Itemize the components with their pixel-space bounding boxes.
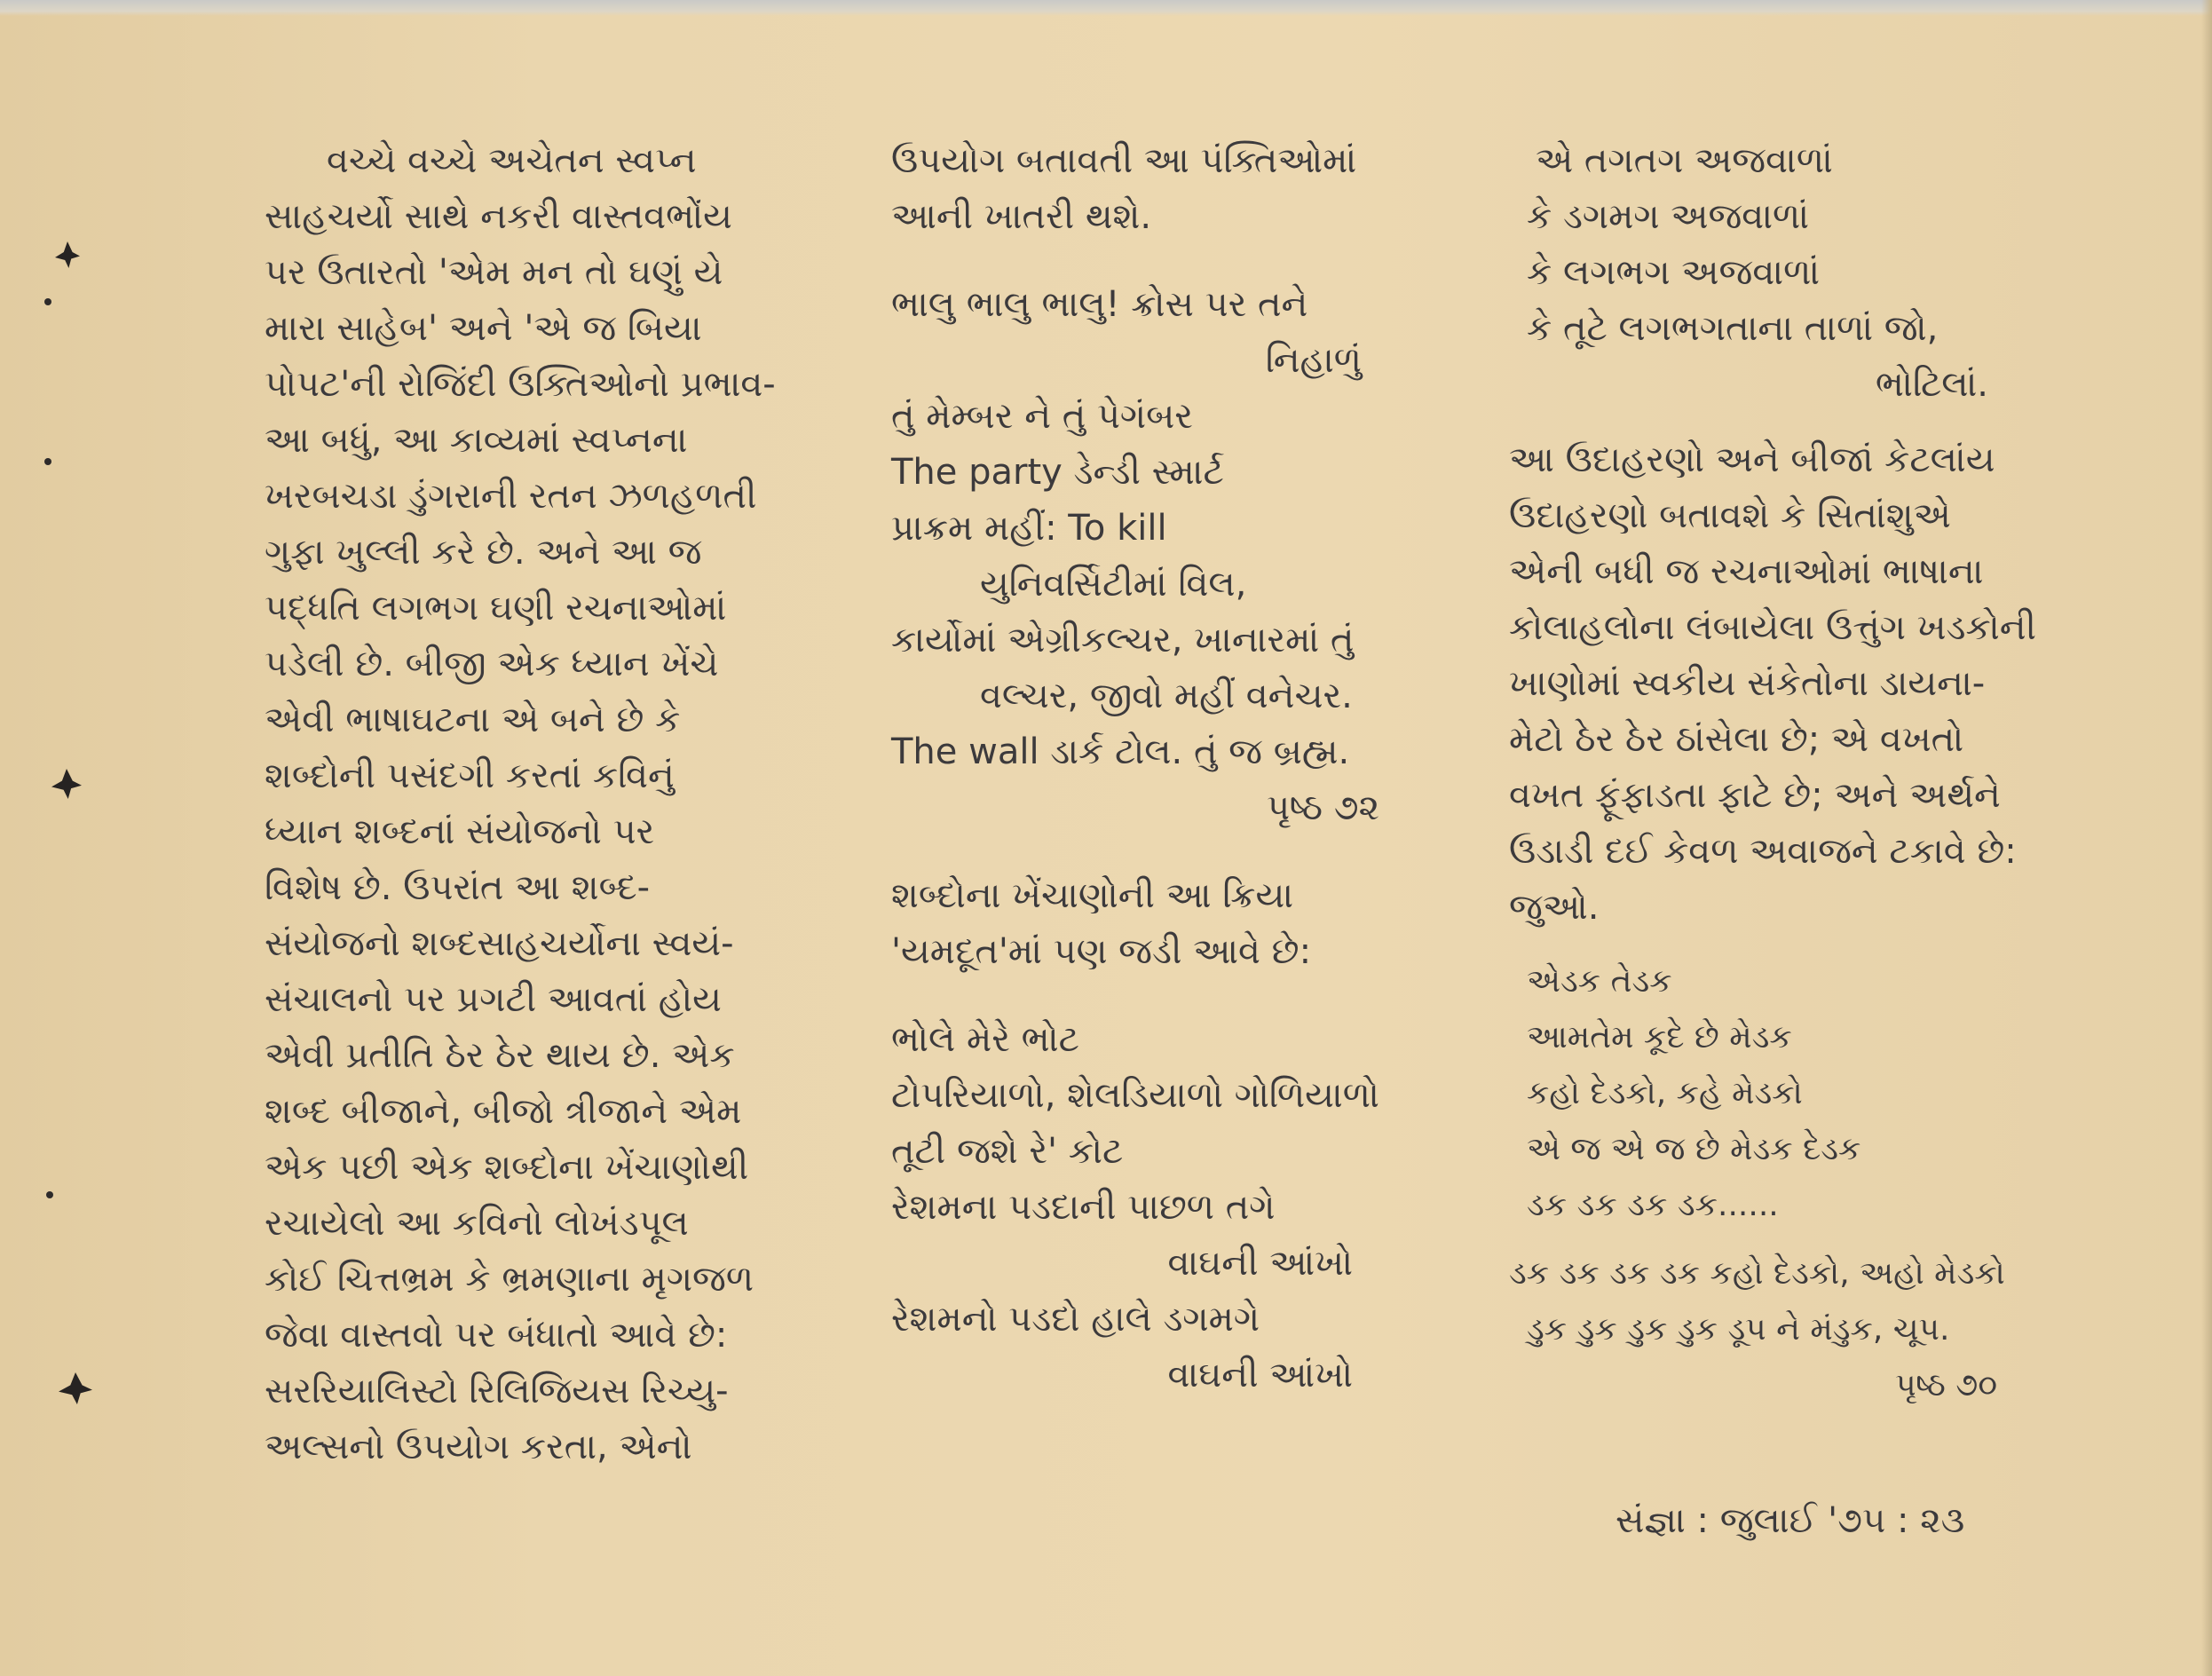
text-line: ઉપયોગ બતાવતી આ પંક્તિઓમાં xyxy=(891,140,1357,181)
text-line: સંયોજનો શબ્દસાહચર્યોના સ્વયં- xyxy=(265,923,734,964)
speck xyxy=(46,1191,53,1198)
poem-line: ડક ડક ડક ડક કહો દેડકો, અહો મેડકો xyxy=(1509,1255,2005,1292)
column-right xyxy=(1509,133,2036,1413)
text-line: પદ્ધતિ લગભગ ઘણી રચનાઓમાં xyxy=(265,588,727,628)
text-line: આની ખાતરી થશે. xyxy=(891,196,1152,237)
text-line: જેવા વાસ્તવો પર બંધાતો આવે છે: xyxy=(265,1315,728,1356)
text-line: મેટો ઠેર ઠેર ઠાંસેલા છે; એ વખતો xyxy=(1509,719,1964,760)
poem-line: રેશમનો પડદો હાલે ડગમગે xyxy=(891,1299,1260,1340)
poem-line: યુનિવર્સિટીમાં વિલ, xyxy=(980,564,1247,605)
poem-line: ટોપરિયાળો, શેલડિયાળો ગોળિયાળો xyxy=(891,1075,1379,1116)
poem-line: એ જ એ જ છે મેડક દેડક xyxy=(1527,1131,1861,1167)
text-line: મારા સાહેબ' અને 'એ જ બિયા xyxy=(265,308,702,349)
poem-line: વાઘની આંખો xyxy=(1167,1355,1353,1395)
text-line: એવી પ્રતીતિ ઠેર ઠેર થાય છે. એક xyxy=(265,1035,735,1076)
text-line: આ ઉદાહરણો અને બીજાં કેટલાંય xyxy=(1509,439,1995,480)
text-line: એની બધી જ રચનાઓમાં ભાષાના xyxy=(1509,551,1984,592)
speck xyxy=(44,298,51,305)
poem-line: નિહાળું xyxy=(1265,340,1362,381)
text-line: ખરબચડા ડુંગરાની રતન ઝળહળતી xyxy=(265,476,757,517)
poem-line: કહો દેડકો, કહે મેડકો xyxy=(1527,1075,1803,1111)
poem-line: તું મેમ્બર ને તું પેગંબર xyxy=(891,396,1193,437)
text-line: ગુફા ખુલ્લી કરે છે. અને આ જ xyxy=(265,532,702,573)
poem-line: વાઘની આંખો xyxy=(1167,1243,1353,1284)
text-line: સંચાલનો પર પ્રગટી આવતાં હોય xyxy=(265,979,722,1020)
poem-line: The party ડેન્ડી સ્માર્ટ xyxy=(891,452,1224,493)
text-line: રચાયેલો આ કવિનો લોખંડપૂલ xyxy=(265,1203,689,1244)
poem-line: એ તગતગ અજવાળાં xyxy=(1536,140,1833,181)
poem-line: પ્રાક્રમ મહીં: To kill xyxy=(891,508,1167,549)
page-right-edge xyxy=(2201,0,2212,1676)
binding-hole xyxy=(55,241,80,268)
text-line: 'યમદૂત'માં પણ જડી આવે છે: xyxy=(891,931,1312,972)
poem-line: તૂટી જશે રે' કોટ xyxy=(891,1131,1124,1172)
text-line: ધ્યાન શબ્દનાં સંયોજનો પર xyxy=(265,811,655,852)
poem-line: કાર્યોમાં એગ્રીકલ્ચર, ખાનારમાં તું xyxy=(891,620,1355,660)
text-line: એક પછી એક શબ્દોના ખેંચાણોથી xyxy=(265,1147,749,1188)
poem-line: કે તૂટે લગભગતાના તાળાં જો, xyxy=(1527,308,1939,349)
binding-hole xyxy=(51,769,82,799)
text-line: ઉદાહરણો બતાવશે કે સિતાંશુએ xyxy=(1509,495,1951,536)
text-line: અલ્સનો ઉપયોગ કરતા, એનો xyxy=(265,1427,692,1467)
poem-line: ડુક ડુક ડુક ડુક ડૂપ ને મંડુક, ચૂપ. xyxy=(1527,1311,1950,1348)
poem-line: ભોટિલાં. xyxy=(1875,364,1988,405)
text-line: ખાણોમાં સ્વકીય સંકેતોના ડાયના- xyxy=(1509,663,1986,704)
poem-line: ભોલે મેરે ભોટ xyxy=(891,1019,1079,1060)
page-reference: પૃષ્ઠ ૭૨ xyxy=(1267,787,1379,828)
speck xyxy=(44,458,51,465)
poem-line: The wall ડાર્ક ટોલ. તું જ બ્રહ્મ. xyxy=(891,731,1350,772)
page-top-edge xyxy=(0,0,2212,16)
poem-line: ડક ડક ડક ડક...... xyxy=(1527,1187,1779,1223)
column-middle xyxy=(891,133,1388,1403)
text-line: શબ્દોના ખેંચાણોની આ ક્રિયા xyxy=(891,875,1294,916)
text-line: શબ્દ બીજાને, બીજો ત્રીજાને એમ xyxy=(265,1091,742,1132)
page-reference: પૃષ્ઠ ૭૦ xyxy=(1895,1367,1997,1403)
text-line: પર ઉતારતો 'એમ મન તો ઘણું યે xyxy=(265,252,723,293)
text-line: કોઈ ચિત્તભ્રમ કે ભ્રમણાના મૃગજળ xyxy=(265,1259,754,1300)
text-line: કોલાહલોના લંબાયેલા ઉત્તુંગ ખડકોની xyxy=(1509,607,2036,648)
text-line: વિશેષ છે. ઉપરાંત આ શબ્દ- xyxy=(265,867,651,908)
text-line: આ બધું, આ કાવ્યમાં સ્વપ્નના xyxy=(265,420,688,461)
poem-line: આમતેમ કૂદે છે મેડક xyxy=(1527,1019,1792,1055)
poem-line: એડક તેડક xyxy=(1527,963,1672,1000)
text-line: સાહચર્યો સાથે નકરી વાસ્તવભોંય xyxy=(265,196,732,237)
poem-line: ભાલુ ભાલુ ભાલુ! ક્રોસ પર તને xyxy=(891,284,1308,325)
page-footer: સંજ્ઞા : જુલાઈ '૭૫ : ૨૩ xyxy=(1616,1500,1965,1541)
text-line: જુઓ. xyxy=(1509,887,1600,928)
poem-line: કે લગભગ અજવાળાં xyxy=(1527,252,1821,293)
poem-line: રેશમના પડદાની પાછળ તગે xyxy=(891,1187,1276,1228)
binding-hole xyxy=(59,1372,92,1404)
poem-line: વલ્ચર, જીવો મહીં વનેચર. xyxy=(980,676,1353,716)
text-line: વખત ફૂંફાડતા ફાટે છે; અને અર્થને xyxy=(1509,775,2001,816)
poem-line: કે ડગમગ અજવાળાં xyxy=(1527,196,1810,237)
text-line: એવી ભાષાઘટના એ બને છે કે xyxy=(265,700,681,740)
text-line: શબ્દોની પસંદગી કરતાં કવિનું xyxy=(265,755,675,796)
column-left xyxy=(265,133,776,1475)
text-line: વચ્ચે વચ્ચે અચેતન સ્વપ્ન xyxy=(327,140,697,181)
text-line: ઉડાડી દઈ કેવળ અવાજને ટકાવે છે: xyxy=(1509,831,2017,872)
text-line: સરરિયાલિસ્ટો રિલિજિયસ રિચ્યુ- xyxy=(265,1371,729,1411)
text-line: પડેલી છે. બીજી એક ધ્યાન ખેંચે xyxy=(265,644,719,684)
text-line: પોપટ'ની રોજિંદી ઉક્તિઓનો પ્રભાવ- xyxy=(265,364,776,405)
